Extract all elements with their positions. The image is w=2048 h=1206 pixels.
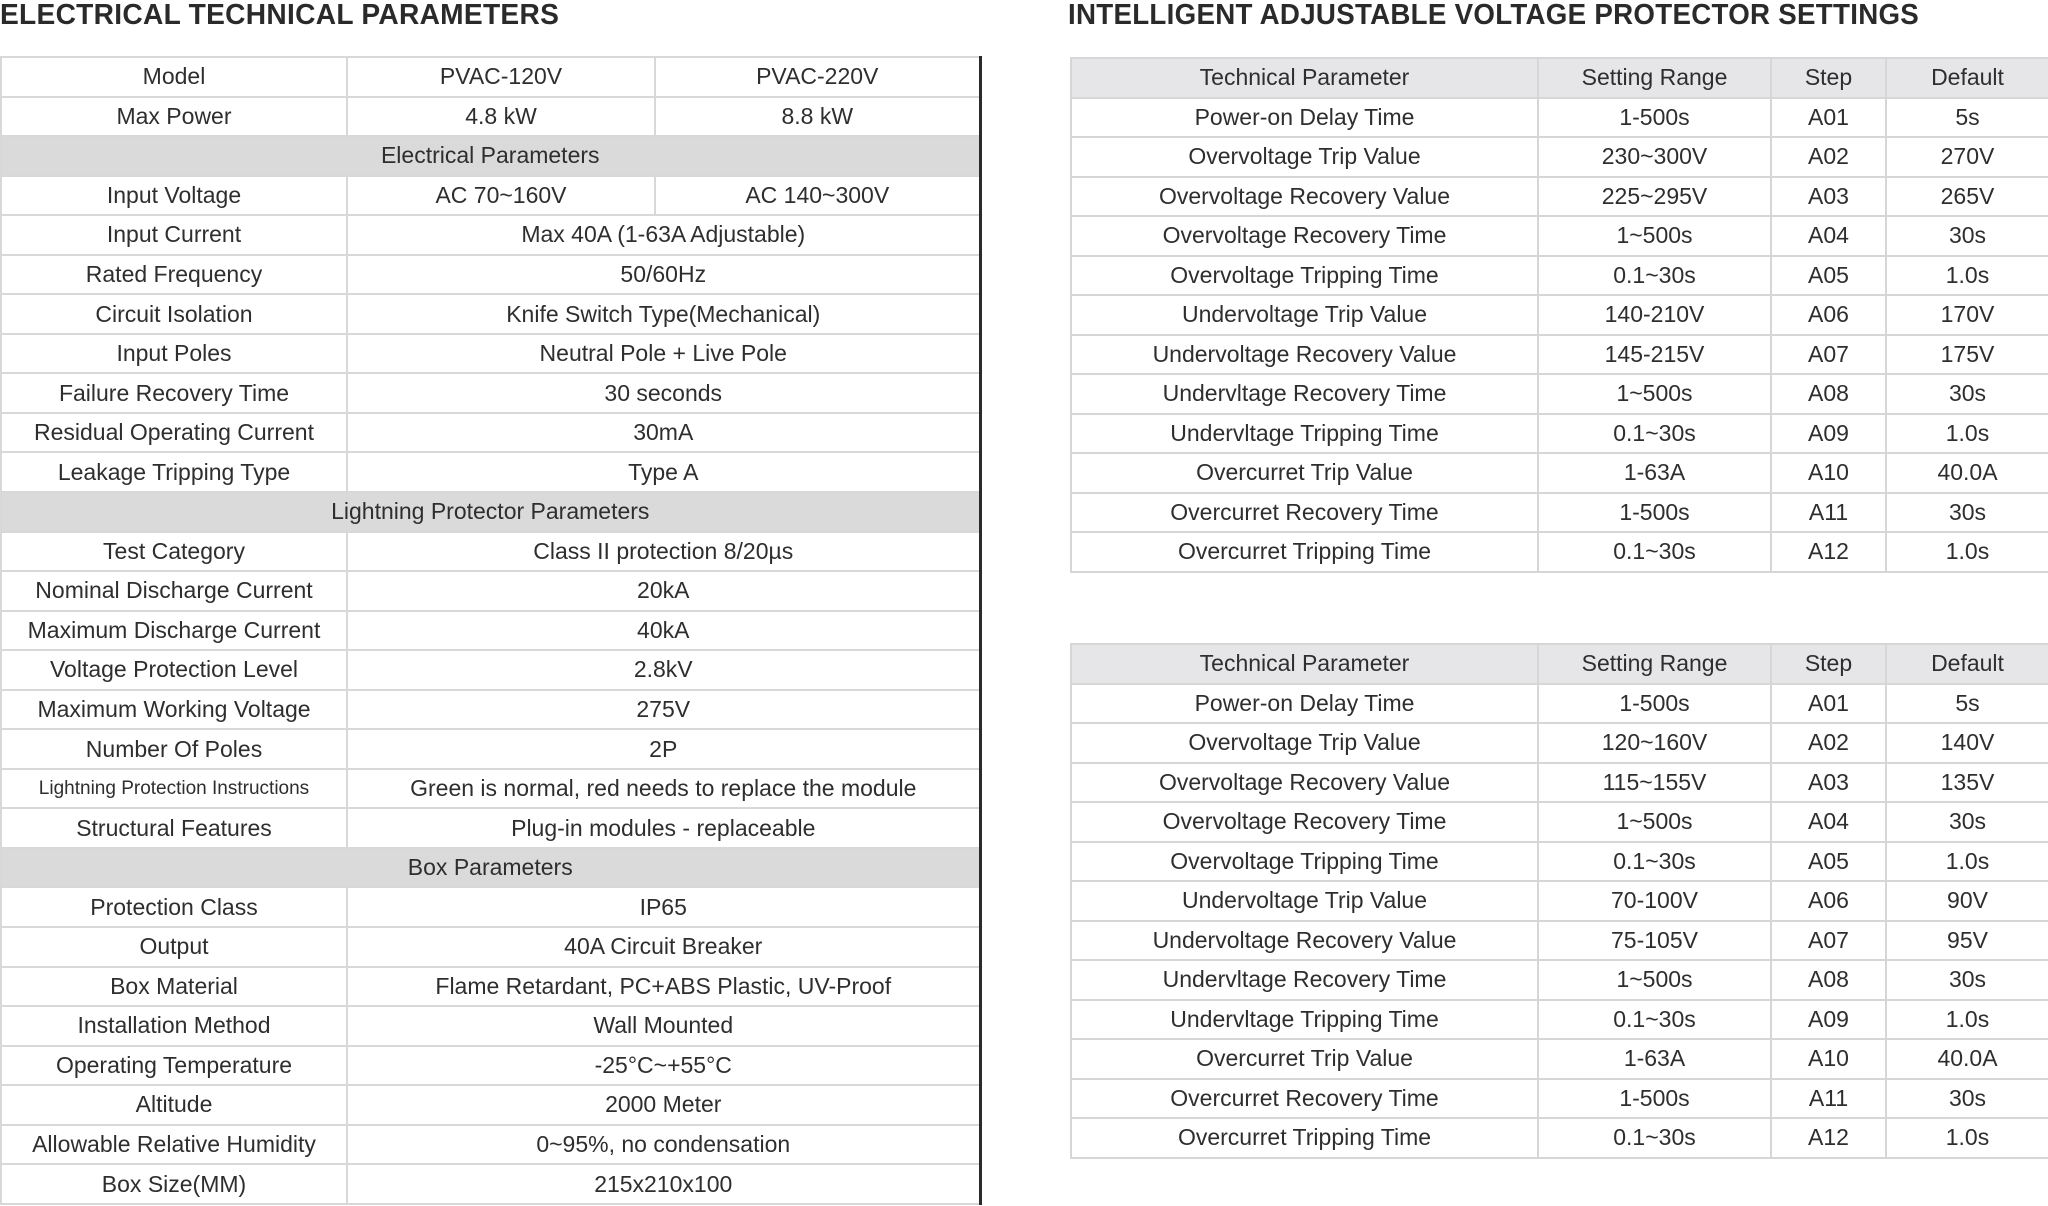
setting-range: 1-500s — [1538, 98, 1771, 138]
header-technical-parameter: Technical Parameter — [1071, 644, 1538, 684]
table-row — [1, 373, 980, 413]
param-value: 50/60Hz — [347, 255, 980, 295]
settings-table-220v — [1070, 57, 2048, 573]
step-code: A02 — [1771, 723, 1886, 763]
default-value: 135V — [1886, 763, 2048, 803]
setting-range: 0.1~30s — [1538, 414, 1771, 454]
settings-row — [1071, 881, 2048, 921]
default-value: 5s — [1886, 684, 2048, 724]
table-row — [1, 1164, 980, 1204]
setting-range: 0.1~30s — [1538, 842, 1771, 882]
header-technical-parameter: Technical Parameter — [1071, 58, 1538, 98]
section-header-row — [1, 136, 980, 176]
param-name: Overcurret Recovery Time — [1071, 1079, 1538, 1119]
setting-range: 1-500s — [1538, 684, 1771, 724]
header-setting-range: Setting Range — [1538, 644, 1771, 684]
default-value: 30s — [1886, 374, 2048, 414]
step-code: A07 — [1771, 335, 1886, 375]
param-label: Box Material — [1, 967, 347, 1007]
default-value: 1.0s — [1886, 414, 2048, 454]
settings-row — [1071, 532, 2048, 572]
param-label: Protection Class — [1, 887, 347, 927]
value-220v: PVAC-220V — [655, 57, 980, 97]
setting-range: 1~500s — [1538, 802, 1771, 842]
settings-row — [1071, 98, 2048, 138]
default-value: 30s — [1886, 802, 2048, 842]
setting-range: 115~155V — [1538, 763, 1771, 803]
settings-row — [1071, 256, 2048, 296]
param-value: 2.8kV — [347, 650, 980, 690]
table-row — [1, 1085, 980, 1125]
value-120v: AC 70~160V — [347, 176, 655, 216]
setting-range: 1-500s — [1538, 1079, 1771, 1119]
header-step: Step — [1771, 58, 1886, 98]
table-row — [1, 413, 980, 453]
param-name: Power-on Delay Time — [1071, 684, 1538, 724]
param-value: Knife Switch Type(Mechanical) — [347, 294, 980, 334]
param-label: Allowable Relative Humidity — [1, 1125, 347, 1165]
param-value: 275V — [347, 690, 980, 730]
settings-row — [1071, 374, 2048, 414]
section-title: Lightning Protector Parameters — [1, 492, 980, 532]
input-voltage-row — [1, 176, 980, 216]
param-name: Overvoltage Tripping Time — [1071, 842, 1538, 882]
table-row — [1, 532, 980, 572]
setting-range: 1-500s — [1538, 493, 1771, 533]
step-code: A01 — [1771, 98, 1886, 138]
settings-row — [1071, 295, 2048, 335]
table-row — [1, 927, 980, 967]
param-value: Max 40A (1-63A Adjustable) — [347, 215, 980, 255]
settings-table-120v — [1070, 643, 2048, 1159]
settings-row — [1071, 723, 2048, 763]
param-label: Circuit Isolation — [1, 294, 347, 334]
param-name: Power-on Delay Time — [1071, 98, 1538, 138]
electrical-parameters-table — [0, 56, 982, 1205]
settings-row — [1071, 960, 2048, 1000]
param-name: Overvoltage Recovery Time — [1071, 802, 1538, 842]
table-row — [1, 729, 980, 769]
param-value: 215x210x100 — [347, 1164, 980, 1204]
param-label: Input Poles — [1, 334, 347, 374]
param-name: Undervoltage Trip Value — [1071, 295, 1538, 335]
param-value: 0~95%, no condensation — [347, 1125, 980, 1165]
setting-range: 1~500s — [1538, 216, 1771, 256]
table-row — [1, 294, 980, 334]
settings-row — [1071, 1079, 2048, 1119]
param-label: Structural Features — [1, 808, 347, 848]
param-name: Overvoltage Tripping Time — [1071, 256, 1538, 296]
value-120v: PVAC-120V — [347, 57, 655, 97]
param-name: Undervltage Recovery Time — [1071, 960, 1538, 1000]
settings-row — [1071, 802, 2048, 842]
param-label: Installation Method — [1, 1006, 347, 1046]
value-220v: AC 140~300V — [655, 176, 980, 216]
param-value: Wall Mounted — [347, 1006, 980, 1046]
setting-range: 230~300V — [1538, 137, 1771, 177]
default-value: 30s — [1886, 493, 2048, 533]
settings-row — [1071, 1000, 2048, 1040]
table-row — [1, 650, 980, 690]
param-value: Plug-in modules - replaceable — [347, 808, 980, 848]
table-row — [1, 452, 980, 492]
step-code: A03 — [1771, 177, 1886, 217]
param-name: Overcurret Trip Value — [1071, 453, 1538, 493]
step-code: A06 — [1771, 881, 1886, 921]
default-value: 40.0A — [1886, 1039, 2048, 1079]
setting-range: 225~295V — [1538, 177, 1771, 217]
settings-row — [1071, 177, 2048, 217]
setting-range: 75-105V — [1538, 921, 1771, 961]
param-label: Input Voltage — [1, 176, 347, 216]
param-label: Failure Recovery Time — [1, 373, 347, 413]
default-value: 5s — [1886, 98, 2048, 138]
param-label: Residual Operating Current — [1, 413, 347, 453]
param-label: Leakage Tripping Type — [1, 452, 347, 492]
setting-range: 0.1~30s — [1538, 532, 1771, 572]
setting-range: 1~500s — [1538, 960, 1771, 1000]
param-value: 2000 Meter — [347, 1085, 980, 1125]
param-name: Undervltage Recovery Time — [1071, 374, 1538, 414]
param-value: 20kA — [347, 571, 980, 611]
param-name: Undervoltage Recovery Value — [1071, 921, 1538, 961]
param-name: Undervoltage Recovery Value — [1071, 335, 1538, 375]
step-code: A12 — [1771, 532, 1886, 572]
param-label: Nominal Discharge Current — [1, 571, 347, 611]
settings-row — [1071, 1118, 2048, 1158]
settings-row — [1071, 1039, 2048, 1079]
voltage-protector-settings-title: INTELLIGENT ADJUSTABLE VOLTAGE PROTECTOR SETTINGS — [1068, 0, 1920, 31]
electrical-parameters-title: ELECTRICAL TECHNICAL PARAMETERS — [0, 0, 560, 31]
param-value: 30mA — [347, 413, 980, 453]
table-row — [1, 215, 980, 255]
param-label: Model — [1, 57, 347, 97]
settings-row — [1071, 684, 2048, 724]
model-row — [1, 57, 980, 97]
value-120v: 4.8 kW — [347, 97, 655, 137]
settings-row — [1071, 493, 2048, 533]
param-label: Max Power — [1, 97, 347, 137]
step-code: A05 — [1771, 842, 1886, 882]
setting-range: 1-63A — [1538, 1039, 1771, 1079]
default-value: 265V — [1886, 177, 2048, 217]
param-value: Flame Retardant, PC+ABS Plastic, UV-Proof — [347, 967, 980, 1007]
table-row — [1, 255, 980, 295]
param-name: Undervltage Tripping Time — [1071, 1000, 1538, 1040]
step-code: A08 — [1771, 374, 1886, 414]
param-name: Overcurret Tripping Time — [1071, 1118, 1538, 1158]
step-code: A02 — [1771, 137, 1886, 177]
step-code: A05 — [1771, 256, 1886, 296]
step-code: A10 — [1771, 453, 1886, 493]
param-name: Undervoltage Trip Value — [1071, 881, 1538, 921]
max-power-row — [1, 97, 980, 137]
param-name: Overvoltage Recovery Value — [1071, 763, 1538, 803]
step-code: A03 — [1771, 763, 1886, 803]
param-label: Test Category — [1, 532, 347, 572]
param-value: Green is normal, red needs to replace the module — [347, 769, 980, 809]
step-code: A04 — [1771, 216, 1886, 256]
settings-row — [1071, 842, 2048, 882]
settings-row — [1071, 137, 2048, 177]
param-name: Overcurret Trip Value — [1071, 1039, 1538, 1079]
settings-header-row — [1071, 58, 2048, 98]
settings-row — [1071, 453, 2048, 493]
param-label: Number Of Poles — [1, 729, 347, 769]
default-value: 30s — [1886, 216, 2048, 256]
step-code: A12 — [1771, 1118, 1886, 1158]
setting-range: 145-215V — [1538, 335, 1771, 375]
setting-range: 0.1~30s — [1538, 1118, 1771, 1158]
param-value: IP65 — [347, 887, 980, 927]
param-name: Undervltage Tripping Time — [1071, 414, 1538, 454]
param-label: Output — [1, 927, 347, 967]
step-code: A09 — [1771, 414, 1886, 454]
header-step: Step — [1771, 644, 1886, 684]
value-220v: 8.8 kW — [655, 97, 980, 137]
param-label: Maximum Working Voltage — [1, 690, 347, 730]
step-code: A06 — [1771, 295, 1886, 335]
settings-header-row — [1071, 644, 2048, 684]
section-title: Electrical Parameters — [1, 136, 980, 176]
param-value: 30 seconds — [347, 373, 980, 413]
param-value: Type A — [347, 452, 980, 492]
table-row — [1, 887, 980, 927]
section-header-row — [1, 492, 980, 532]
table-row — [1, 808, 980, 848]
default-value: 30s — [1886, 960, 2048, 1000]
setting-range: 1~500s — [1538, 374, 1771, 414]
default-value: 175V — [1886, 335, 2048, 375]
param-label: Box Size(MM) — [1, 1164, 347, 1204]
setting-range: 120~160V — [1538, 723, 1771, 763]
param-value: Class II protection 8/20µs — [347, 532, 980, 572]
table-row — [1, 1046, 980, 1086]
default-value: 30s — [1886, 1079, 2048, 1119]
param-label: Voltage Protection Level — [1, 650, 347, 690]
default-value: 140V — [1886, 723, 2048, 763]
setting-range: 140-210V — [1538, 295, 1771, 335]
param-name: Overvoltage Trip Value — [1071, 137, 1538, 177]
default-value: 40.0A — [1886, 453, 2048, 493]
setting-range: 70-100V — [1538, 881, 1771, 921]
default-value: 90V — [1886, 881, 2048, 921]
table-row — [1, 611, 980, 651]
default-value: 1.0s — [1886, 256, 2048, 296]
header-setting-range: Setting Range — [1538, 58, 1771, 98]
default-value: 270V — [1886, 137, 2048, 177]
param-value: -25°C~+55°C — [347, 1046, 980, 1086]
param-label: Rated Frequency — [1, 255, 347, 295]
table-row — [1, 1125, 980, 1165]
step-code: A08 — [1771, 960, 1886, 1000]
step-code: A11 — [1771, 1079, 1886, 1119]
table-row — [1, 769, 980, 809]
param-name: Overvoltage Recovery Time — [1071, 216, 1538, 256]
header-default: Default — [1886, 644, 2048, 684]
settings-row — [1071, 216, 2048, 256]
table-row — [1, 334, 980, 374]
param-label: Input Current — [1, 215, 347, 255]
step-code: A04 — [1771, 802, 1886, 842]
header-default: Default — [1886, 58, 2048, 98]
step-code: A01 — [1771, 684, 1886, 724]
settings-row — [1071, 763, 2048, 803]
param-name: Overcurret Tripping Time — [1071, 532, 1538, 572]
param-label: Maximum Discharge Current — [1, 611, 347, 651]
settings-row — [1071, 414, 2048, 454]
step-code: A07 — [1771, 921, 1886, 961]
param-label: Operating Temperature — [1, 1046, 347, 1086]
section-title: Box Parameters — [1, 848, 980, 888]
step-code: A11 — [1771, 493, 1886, 533]
param-name: Overvoltage Recovery Value — [1071, 177, 1538, 217]
param-name: Overvoltage Trip Value — [1071, 723, 1538, 763]
table-row — [1, 967, 980, 1007]
param-value: 2P — [347, 729, 980, 769]
param-label: Lightning Protection Instructions — [1, 769, 347, 809]
param-value: Neutral Pole + Live Pole — [347, 334, 980, 374]
setting-range: 1-63A — [1538, 453, 1771, 493]
table-row — [1, 1006, 980, 1046]
param-label: Altitude — [1, 1085, 347, 1125]
setting-range: 0.1~30s — [1538, 1000, 1771, 1040]
settings-row — [1071, 921, 2048, 961]
setting-range: 0.1~30s — [1538, 256, 1771, 296]
table-row — [1, 690, 980, 730]
default-value: 1.0s — [1886, 1000, 2048, 1040]
step-code: A09 — [1771, 1000, 1886, 1040]
param-value: 40A Circuit Breaker — [347, 927, 980, 967]
default-value: 95V — [1886, 921, 2048, 961]
param-name: Overcurret Recovery Time — [1071, 493, 1538, 533]
table-row — [1, 571, 980, 611]
default-value: 1.0s — [1886, 842, 2048, 882]
param-value: 40kA — [347, 611, 980, 651]
step-code: A10 — [1771, 1039, 1886, 1079]
default-value: 170V — [1886, 295, 2048, 335]
section-header-row — [1, 848, 980, 888]
default-value: 1.0s — [1886, 532, 2048, 572]
default-value: 1.0s — [1886, 1118, 2048, 1158]
settings-row — [1071, 335, 2048, 375]
